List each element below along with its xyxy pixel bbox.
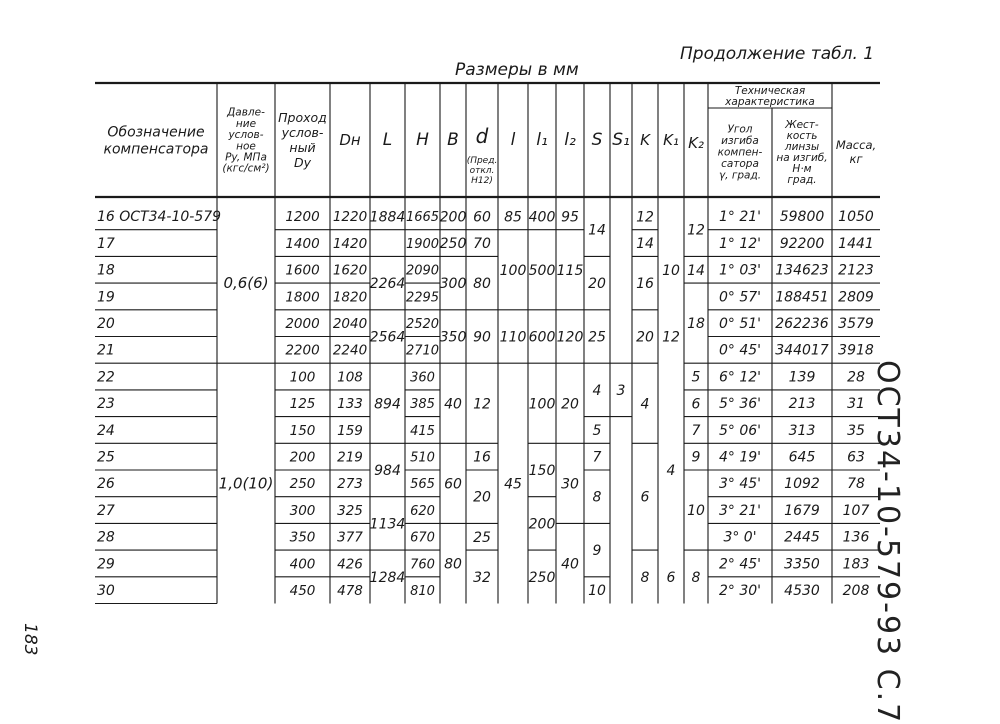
merged-K: 4: [640, 396, 650, 413]
header-d-note: H12): [471, 176, 493, 187]
header-dy: ный: [289, 139, 316, 155]
row-stiffness: 313: [788, 422, 816, 439]
row-stiffness: 92200: [779, 235, 825, 252]
row-designation: 21: [97, 342, 115, 359]
header-pressure: Py, МПа: [225, 151, 267, 164]
row-mass: 2123: [838, 262, 874, 279]
merged-K1: 6: [666, 569, 676, 586]
row-angle: 0° 51': [718, 315, 762, 332]
row-dy: 100: [289, 369, 316, 386]
merged-L: 894: [374, 396, 401, 413]
merged-S: 8: [592, 489, 602, 506]
merged-B: 250: [439, 236, 467, 253]
merged-K: 12: [636, 209, 654, 226]
merged-K2: 14: [687, 262, 705, 279]
row-stiffness: 262236: [775, 315, 829, 332]
header-pressure: ное: [236, 140, 256, 153]
page-number-text: 183: [20, 623, 40, 656]
header-tech-group: характеристика: [725, 96, 815, 109]
header-pressure: (кгс/см²): [222, 162, 270, 175]
row-designation: 26: [97, 476, 115, 493]
merged-d: 16: [473, 449, 491, 466]
header-L: L: [382, 130, 393, 150]
document-code-text: ОСТ34-10-579-93 С.7: [870, 360, 905, 724]
merged-K2: 10: [687, 503, 705, 520]
row-dn: 273: [337, 476, 363, 493]
merged-S1: 3: [616, 382, 626, 399]
merged-pressure: 0,6(6): [223, 274, 269, 293]
header-pressure: услов-: [228, 129, 264, 142]
row-angle: 4° 19': [718, 449, 762, 466]
row-dy: 1400: [285, 235, 320, 252]
header-tech-group: Техническая: [734, 85, 806, 98]
header-stiffness: град.: [787, 174, 817, 187]
row-mass: 3579: [838, 315, 874, 332]
merged-K2: 6: [691, 396, 701, 413]
merged-d: 80: [473, 276, 491, 293]
row-angle: 3° 45': [718, 476, 762, 493]
row-stiffness: 134623: [775, 262, 829, 279]
merged-d: 60: [473, 209, 491, 226]
merged-l2: 115: [556, 262, 584, 279]
row-H: 810: [410, 583, 435, 599]
merged-d: 32: [473, 569, 491, 586]
merged-S: 4: [592, 382, 602, 399]
row-dn: 478: [337, 582, 363, 599]
header-dy: Dy: [293, 154, 312, 170]
row-stiffness: 2445: [784, 529, 820, 546]
row-stiffness: 1092: [784, 476, 820, 493]
merged-l1: 400: [528, 209, 556, 226]
row-dy: 2200: [285, 342, 320, 359]
merged-B: 80: [444, 556, 462, 573]
header-K2: K₂: [688, 134, 704, 152]
header-S: S: [591, 130, 603, 150]
row-dy: 250: [289, 476, 316, 493]
header-angle: сатора: [721, 158, 759, 171]
row-dn: 108: [337, 369, 363, 386]
row-stiffness: 1679: [784, 502, 820, 519]
row-stiffness: 3350: [784, 556, 820, 573]
row-dn: 1820: [332, 289, 368, 306]
header-l: l: [510, 130, 516, 150]
merged-B: 200: [439, 209, 467, 226]
row-stiffness: 188451: [775, 289, 829, 306]
row-H: 415: [410, 423, 435, 439]
row-H: 2710: [405, 343, 440, 359]
dimensions-label: Размеры в мм: [455, 60, 579, 80]
row-mass: 28: [847, 369, 865, 386]
merged-K2: 12: [687, 222, 705, 239]
merged-K2: 18: [687, 316, 705, 333]
merged-K1: 4: [666, 463, 676, 479]
merged-l1: 250: [528, 569, 556, 586]
row-stiffness: 139: [788, 369, 816, 386]
merged-K: 6: [640, 489, 650, 506]
merged-K: 8: [640, 569, 650, 586]
row-H: 360: [410, 370, 435, 386]
merged-d: 70: [473, 236, 491, 253]
merged-l: 110: [499, 329, 527, 346]
merged-d: 20: [473, 489, 491, 506]
row-mass: 1441: [838, 235, 874, 252]
merged-B: 300: [439, 276, 467, 293]
row-angle: 3° 0': [723, 529, 757, 546]
header-B: B: [447, 130, 459, 150]
row-mass: 136: [842, 529, 870, 546]
row-stiffness: 344017: [775, 342, 829, 359]
row-angle: 0° 57': [718, 289, 762, 306]
continuation-label: Продолжение табл. 1: [680, 44, 875, 64]
row-angle: 1° 12': [718, 235, 762, 252]
header-pressure: ние: [235, 117, 257, 130]
row-stiffness: 4530: [784, 582, 820, 599]
row-H: 2295: [405, 290, 440, 306]
header-d-note: (Пред.: [466, 156, 498, 167]
row-H: 620: [410, 503, 435, 519]
merged-d: 25: [473, 529, 491, 546]
row-mass: 1050: [838, 209, 874, 226]
header-mass: кг: [849, 152, 863, 167]
row-dn: 219: [337, 449, 363, 466]
header-angle: Угол: [727, 123, 753, 136]
header-S1: S₁: [612, 130, 630, 150]
merged-K2: 5: [691, 369, 701, 386]
row-dy: 2000: [285, 315, 320, 332]
row-designation: 23: [97, 396, 115, 413]
row-mass: 31: [847, 396, 865, 413]
row-angle: 5° 06': [718, 422, 762, 439]
row-mass: 35: [847, 422, 865, 439]
merged-l: 45: [504, 476, 522, 493]
merged-L: 1134: [369, 516, 406, 533]
row-designation: 30: [97, 582, 115, 599]
merged-l1: 100: [528, 396, 556, 413]
row-mass: 107: [842, 502, 870, 519]
merged-l2: 120: [556, 329, 584, 346]
row-angle: 2° 45': [718, 556, 762, 573]
row-dn: 426: [337, 556, 363, 573]
merged-K2: 9: [691, 449, 701, 466]
header-d-note: откл.: [469, 166, 495, 177]
row-H: 1665: [405, 210, 440, 226]
header-designation: Обозначение: [107, 124, 205, 141]
merged-l: 100: [499, 262, 527, 279]
row-H: 1900: [405, 236, 440, 252]
merged-pressure: 1,0(10): [218, 474, 274, 493]
merged-L: 984: [374, 463, 401, 479]
header-angle: γ, град.: [718, 169, 762, 182]
header-angle: изгиба: [721, 135, 759, 148]
header-stiffness: Н·м: [792, 163, 812, 176]
row-mass: 78: [847, 476, 865, 493]
header-stiffness: линзы: [784, 141, 820, 154]
merged-l1: 600: [528, 329, 556, 346]
merged-K: 16: [636, 276, 654, 293]
row-H: 385: [410, 397, 435, 413]
header-d: d: [475, 124, 489, 148]
header-designation: компенсатора: [103, 141, 209, 158]
merged-l1: 500: [528, 262, 556, 279]
merged-K1: 10: [662, 262, 680, 279]
merged-K2: 7: [691, 422, 701, 439]
row-designation: 17: [97, 235, 115, 252]
row-dn: 325: [337, 502, 363, 519]
merged-S: 20: [588, 276, 606, 293]
header-dy: услов-: [281, 124, 324, 140]
merged-L: 2264: [369, 276, 406, 293]
row-designation: 27: [97, 502, 115, 519]
row-dn: 1620: [332, 262, 368, 279]
row-angle: 0° 45': [718, 342, 762, 359]
row-dn: 1220: [332, 209, 368, 226]
merged-l2: 40: [561, 556, 579, 573]
row-dy: 1800: [285, 289, 320, 306]
row-dn: 159: [337, 422, 363, 439]
row-angle: 6° 12': [718, 369, 762, 386]
row-dy: 300: [289, 502, 316, 519]
row-dy: 350: [289, 529, 316, 546]
row-dy: 400: [289, 556, 316, 573]
row-dn: 377: [337, 529, 363, 546]
header-stiffness: кость: [786, 130, 818, 143]
merged-K1: 12: [662, 329, 680, 346]
merged-B: 350: [439, 329, 467, 346]
row-stiffness: 645: [788, 449, 816, 466]
row-designation: 19: [97, 289, 115, 306]
row-dy: 450: [289, 582, 316, 599]
merged-S: 14: [588, 222, 606, 239]
header-K1: K₁: [663, 131, 679, 149]
merged-l2: 30: [561, 476, 579, 493]
merged-L: 1284: [369, 569, 406, 586]
row-dy: 200: [289, 449, 316, 466]
merged-K2: 8: [691, 569, 701, 586]
row-angle: 3° 21': [718, 502, 762, 519]
row-mass: 2809: [838, 289, 874, 306]
row-angle: 1° 03': [718, 262, 762, 279]
merged-S: 7: [592, 449, 602, 466]
row-H: 2520: [405, 316, 440, 332]
merged-L: 2564: [369, 329, 406, 346]
row-designation: 25: [97, 449, 115, 466]
row-designation: 20: [97, 315, 115, 332]
header-H: H: [416, 130, 429, 150]
row-dn: 2040: [332, 315, 368, 332]
row-dn: 2240: [332, 342, 368, 359]
row-H: 670: [410, 530, 435, 546]
row-mass: 183: [842, 556, 870, 573]
row-stiffness: 59800: [779, 209, 825, 226]
merged-l1: 150: [528, 463, 556, 479]
merged-S: 9: [592, 543, 602, 560]
row-angle: 1° 21': [718, 209, 762, 226]
merged-S: 10: [588, 583, 606, 600]
merged-S: 5: [592, 422, 602, 439]
row-mass: 63: [847, 449, 865, 466]
header-K: K: [640, 131, 650, 149]
header-stiffness: Жест-: [785, 119, 819, 132]
row-designation: 29: [97, 556, 115, 573]
row-dn: 133: [337, 396, 363, 413]
row-designation: 22: [97, 369, 115, 386]
row-angle: 2° 30': [718, 582, 762, 599]
merged-d: 90: [473, 329, 491, 346]
header-dy: Проход: [278, 109, 327, 125]
row-mass: 208: [842, 582, 870, 599]
merged-l1: 200: [528, 516, 556, 533]
header-mass: Масса,: [835, 138, 877, 153]
merged-l2: 95: [561, 209, 579, 226]
row-dy: 125: [289, 396, 316, 413]
row-stiffness: 213: [788, 396, 816, 413]
merged-l: 85: [504, 209, 522, 226]
row-dy: 1200: [285, 209, 320, 226]
header-l2: l₂: [564, 130, 576, 150]
row-H: 510: [410, 450, 435, 466]
merged-K: 14: [636, 236, 654, 253]
row-H: 565: [410, 477, 435, 493]
row-dy: 150: [289, 422, 316, 439]
row-H: 2090: [405, 263, 440, 279]
merged-l2: 20: [561, 396, 579, 413]
row-designation: 28: [97, 529, 115, 546]
merged-B: 40: [444, 396, 462, 413]
header-angle: компен-: [717, 146, 763, 159]
header-dn: Dн: [339, 131, 361, 149]
row-dn: 1420: [332, 235, 368, 252]
row-designation: 16 ОСТ34-10-579: [97, 209, 222, 226]
row-mass: 3918: [838, 342, 874, 359]
row-dy: 1600: [285, 262, 320, 279]
header-stiffness: на изгиб,: [776, 152, 828, 165]
row-H: 760: [410, 557, 435, 573]
row-designation: 18: [97, 262, 115, 279]
merged-K: 20: [636, 329, 654, 346]
header-l1: l₁: [536, 130, 548, 150]
row-angle: 5° 36': [718, 396, 762, 413]
merged-S: 25: [588, 329, 606, 346]
merged-L: 1884: [369, 209, 406, 226]
header-pressure: Давле-: [227, 106, 265, 119]
row-designation: 24: [97, 422, 115, 439]
merged-B: 60: [444, 476, 462, 493]
merged-d: 12: [473, 396, 491, 413]
